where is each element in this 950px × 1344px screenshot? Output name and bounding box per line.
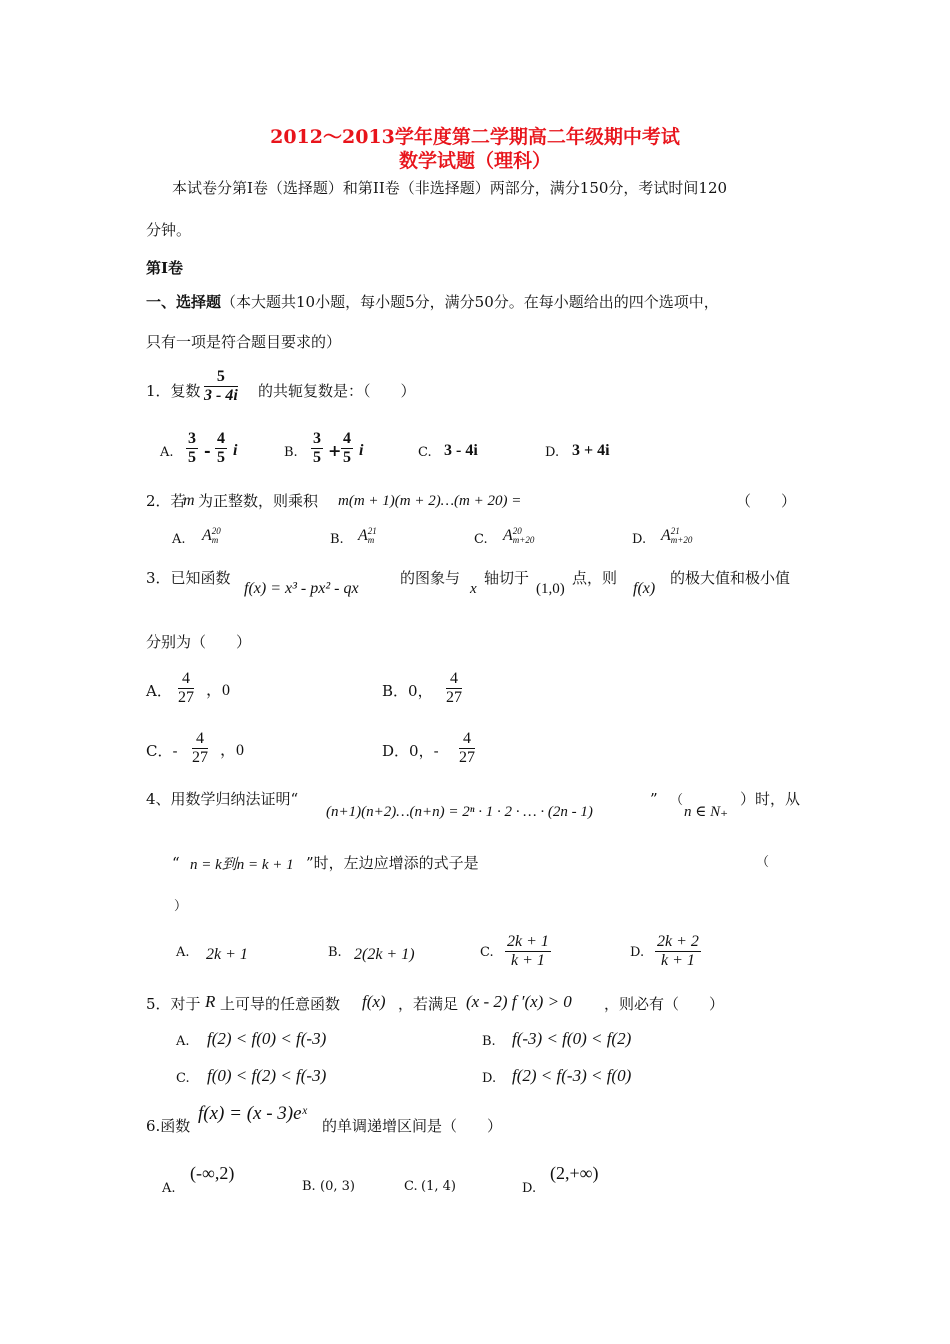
exam-subtitle: 数学试题（理科） <box>398 150 551 172</box>
q2-paren: （ ） <box>736 492 797 510</box>
part-heading: 第I卷 <box>146 259 184 277</box>
q1-option-a-label: A. <box>160 445 174 460</box>
q2-b-sup: 21 <box>367 526 377 537</box>
q3-option-c-label: C．- <box>146 742 178 760</box>
q2-option-d <box>661 527 692 545</box>
section-heading <box>146 293 719 311</box>
q2-b-base: A <box>358 527 368 544</box>
q4-line2-rest: ”时，左边应增添的式子是 <box>306 854 479 872</box>
section-label: 一、选择题 <box>146 293 222 311</box>
q3-option-a-label: A． <box>146 682 172 700</box>
q4-paren-open: （ <box>756 855 770 870</box>
q6-option-a: (-∞,2) <box>190 1163 235 1183</box>
q4-option-d-label: D. <box>630 945 645 960</box>
q2-option-a <box>202 527 221 545</box>
q2-option-d-label: D. <box>632 532 647 547</box>
q1-a-den2: 5 <box>217 449 225 466</box>
q6-option-c-label: C. <box>404 1179 418 1194</box>
q1-numerator: 5 <box>204 368 238 387</box>
q5-option-d-label: D. <box>482 1071 497 1086</box>
q3-option-c-rest: ，0 <box>220 742 245 759</box>
section-desc: （本大题共10小题，每小题5分，满分50分。在每小题给出的四个选项中， <box>221 293 719 311</box>
q1-b-num2: 4 <box>343 430 351 447</box>
q4-line2-open: “ <box>172 854 180 872</box>
q2-d-base: A <box>661 527 671 544</box>
q1-option-b-frac1 <box>311 430 323 467</box>
q2-expr: m(m + 1)(m + 2)…(m + 20) = <box>338 493 522 509</box>
q6-option-d: (2,+∞) <box>550 1163 599 1183</box>
q5-option-d: f(2) < f(-3) < f(0) <box>512 1066 632 1085</box>
q1-option-a-frac1 <box>186 430 198 467</box>
q1-b-i: i <box>359 442 364 459</box>
q1-b-op: + <box>328 441 342 460</box>
q4-expr: (n+1)(n+2)…(n+n) = 2ⁿ · 1 · 2 · … · (2n - 1) <box>326 804 593 820</box>
q4-c-den: k + 1 <box>511 952 545 969</box>
q5-option-a-label: A. <box>176 1034 190 1049</box>
q5-fx: f(x) <box>362 992 386 1011</box>
q2-var: m <box>183 492 195 509</box>
q2-mid: 为正整数，则乘积 <box>198 492 319 510</box>
q3-option-d-label: D．0，- <box>382 742 439 760</box>
q2-d-sup: 21 <box>670 526 680 537</box>
q3-option-b-label: B．0， <box>382 682 433 700</box>
q4-cond: n ∈ N₊ <box>684 804 729 820</box>
q6-option-a-label: A. <box>162 1181 176 1196</box>
q6-func: f(x) = (x - 3)eˣ <box>198 1103 307 1124</box>
section-desc-line-2: 只有一项是符合题目要求的） <box>146 333 342 351</box>
q1-a-i: i <box>233 442 238 459</box>
q3-option-d-frac <box>459 730 475 767</box>
q1-option-c-label: C. <box>418 445 432 460</box>
q2-a-sup: 20 <box>211 526 221 537</box>
q5-option-b: f(-3) < f(0) < f(2) <box>512 1029 632 1048</box>
q4-c-num: 2k + 1 <box>507 933 549 950</box>
q3-option-a-frac <box>178 670 194 707</box>
q4-paren-close: ） <box>174 899 188 914</box>
q1-fraction <box>204 368 238 405</box>
q5-suffix: ，则必有（ ） <box>604 995 725 1013</box>
q3-d-den: 27 <box>459 749 475 766</box>
intro-line-2: 分钟。 <box>146 221 192 239</box>
q3-point: (1,0) <box>536 581 565 597</box>
q3-d-num: 4 <box>459 730 475 749</box>
q6-option-c: (1, 4) <box>421 1179 456 1194</box>
q2-option-c <box>503 527 534 545</box>
q1-option-d: 3 + 4i <box>572 442 610 459</box>
q5-option-b-label: B. <box>482 1034 496 1049</box>
q4-d-den: k + 1 <box>661 952 695 969</box>
q3-func: f(x) = x³ - px² - qx <box>244 580 359 597</box>
q2-option-c-label: C. <box>474 532 488 547</box>
q5-R: R <box>205 992 216 1011</box>
q4-d-num: 2k + 2 <box>657 933 699 950</box>
q3-xvar: x <box>470 581 477 597</box>
q5-cond: (x - 2) f ′(x) > 0 <box>466 992 572 1011</box>
q1-option-b-frac2 <box>341 430 353 467</box>
q3-option-b-frac <box>446 670 462 707</box>
q2-c-sub: m+20 <box>512 535 535 546</box>
q4-close-quote: ” <box>650 790 658 808</box>
q3-option-c-frac <box>192 730 208 767</box>
q2-option-b <box>358 527 377 545</box>
q4-prefix: 4、用数学归纳法证明“ <box>146 790 299 808</box>
q3-a-den: 27 <box>178 689 194 706</box>
q4-line2-expr: n = k到n = k + 1 <box>190 857 294 873</box>
q2-prefix: 2．若 <box>146 492 186 510</box>
q2-b-sub: m <box>367 535 375 546</box>
q5-option-c: f(0) < f(2) < f(-3) <box>207 1066 327 1085</box>
q3-a-num: 4 <box>178 670 194 689</box>
q2-option-a-label: A. <box>172 532 186 547</box>
q6-option-b-label: B. <box>302 1179 316 1194</box>
q1-b-num1: 3 <box>313 430 321 447</box>
q3-mid2: 轴切于 <box>484 569 530 587</box>
q4-option-c-label: C. <box>480 945 494 960</box>
q6-suffix: 的单调递增区间是（ ） <box>322 1117 503 1135</box>
q2-c-base: A <box>503 527 513 544</box>
q4-option-a-label: A. <box>176 945 190 960</box>
q3-c-den: 27 <box>192 749 208 766</box>
q4-suffix: ）时，从 <box>740 790 801 808</box>
q3-mid1: 的图象与 <box>400 569 461 587</box>
q1-a-num1: 3 <box>188 430 196 447</box>
q1-option-b-label: B. <box>284 445 298 460</box>
q4-option-b: 2(2k + 1) <box>354 946 415 963</box>
q2-option-b-label: B. <box>330 532 344 547</box>
q5-option-a: f(2) < f(0) < f(-3) <box>207 1029 327 1048</box>
q1-b-den2: 5 <box>343 449 351 466</box>
q2-c-sup: 20 <box>512 526 522 537</box>
exam-title: 2012～2013学年度第二学期高二年级期中考试 <box>270 126 680 148</box>
q3-c-num: 4 <box>192 730 208 749</box>
q3-b-num: 4 <box>446 670 462 689</box>
q2-a-base: A <box>202 527 212 544</box>
q5-mid2: ，若满足 <box>398 995 459 1013</box>
q3-line2: 分别为（ ） <box>146 633 252 651</box>
q1-denominator: 3 - 4i <box>204 387 238 404</box>
q5-mid1: 上可导的任意函数 <box>220 995 341 1013</box>
q4-option-c-frac <box>505 933 551 970</box>
q4-option-a: 2k + 1 <box>206 946 248 963</box>
q1-a-den1: 5 <box>188 449 196 466</box>
q1-prefix: 1．复数 <box>146 382 201 400</box>
q3-b-den: 27 <box>446 689 462 706</box>
intro-line-1: 本试卷分第I卷（选择题）和第II卷（非选择题）两部分，满分150分，考试时间120 <box>172 179 728 197</box>
q1-a-num2: 4 <box>217 430 225 447</box>
q1-b-den1: 5 <box>313 449 321 466</box>
q4-cond-open: （ <box>670 793 684 808</box>
q1-option-c: 3 - 4i <box>444 442 478 459</box>
q6-option-d-label: D. <box>522 1181 537 1196</box>
q3-fx: f(x) <box>633 580 656 597</box>
q2-d-sub: m+20 <box>670 535 693 546</box>
q3-option-a-rest: ，0 <box>206 682 231 699</box>
q3-suffix: 的极大值和极小值 <box>670 569 791 587</box>
q1-option-a-frac2 <box>215 430 227 467</box>
q5-option-c-label: C. <box>176 1071 190 1086</box>
q4-option-d-frac <box>655 933 701 970</box>
q3-mid3: 点，则 <box>572 569 618 587</box>
q3-prefix: 3．已知函数 <box>146 569 231 587</box>
q5-prefix: 5．对于 <box>146 995 201 1013</box>
q1-suffix: 的共轭复数是：（ ） <box>258 382 416 400</box>
q2-a-sub: m <box>211 535 219 546</box>
q1-a-op: - <box>204 441 211 460</box>
q6-option-b: (0, 3) <box>320 1179 355 1194</box>
q1-option-d-label: D. <box>545 445 560 460</box>
q6-prefix: 6.函数 <box>146 1117 191 1135</box>
q4-option-b-label: B. <box>328 945 342 960</box>
